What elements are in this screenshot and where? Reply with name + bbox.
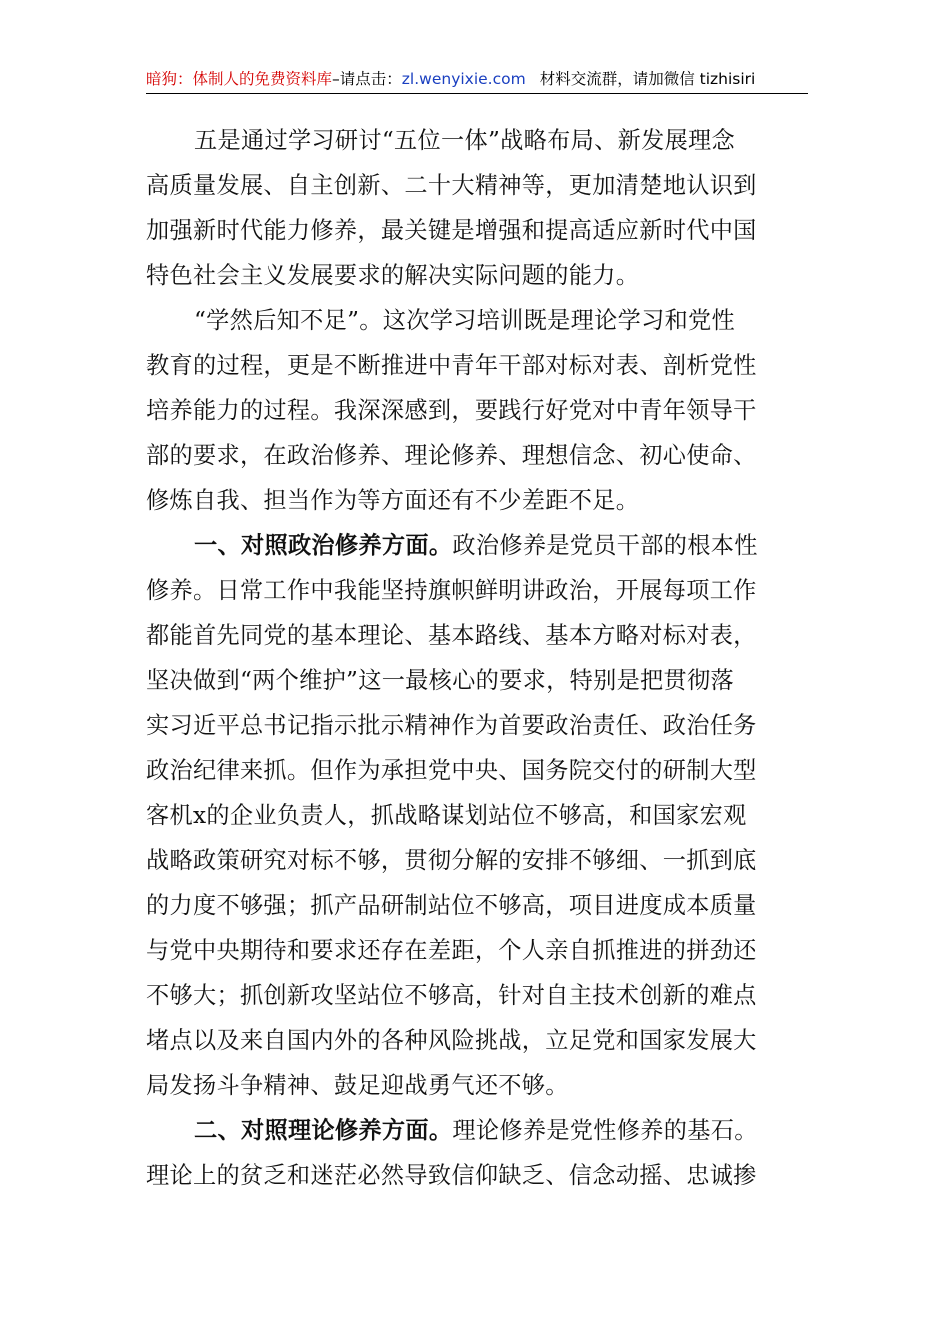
text-line: 培养能力的过程。我深深感到，要践行好党对中青年领导干 xyxy=(146,397,757,424)
paragraph-1 xyxy=(146,118,808,298)
click-prompt: –请点击： xyxy=(332,70,402,88)
text-line: 教育的过程，更是不断推进中青年干部对标对表、剖析党性 xyxy=(146,352,757,379)
document-body xyxy=(146,118,808,1198)
text-line: 战略政策研究对标不够，贯彻分解的安排不够细、一抓到底 xyxy=(146,847,757,874)
text-line: 部的要求，在政治修养、理论修养、理想信念、初心使命、 xyxy=(146,442,757,469)
text-run: 政治修养是党员干部的根本性 xyxy=(452,532,758,559)
page-header xyxy=(146,68,808,94)
group-note: 材料交流群，请加微信 tizhisiri xyxy=(539,70,756,88)
text-line: 特色社会主义发展要求的解决实际问题的能力。 xyxy=(146,262,640,289)
text-line: 理论上的贫乏和迷茫必然导致信仰缺乏、信念动摇、忠诚掺 xyxy=(146,1162,757,1189)
paragraph-4 xyxy=(146,1108,808,1198)
text-line: “学然后知不足”。这次学习培训既是理论学习和党性 xyxy=(194,307,736,334)
text-line xyxy=(146,523,808,568)
text-line: 都能首先同党的基本理论、基本路线、基本方略对标对表， xyxy=(146,622,757,649)
site-name: 暗狗：体制人的免费资料库 xyxy=(146,70,333,88)
text-line: 不够大；抓创新攻坚站位不够高，针对自主技术创新的难点 xyxy=(146,982,757,1009)
text-line: 修炼自我、担当作为等方面还有不少差距不足。 xyxy=(146,487,640,514)
text-line: 政治纪律来抓。但作为承担党中央、国务院交付的研制大型 xyxy=(146,757,757,784)
text-line: 高质量发展、自主创新、二十大精神等，更加清楚地认识到 xyxy=(146,172,757,199)
text-line: 修养。日常工作中我能坚持旗帜鲜明讲政治，开展每项工作 xyxy=(146,577,757,604)
section-heading-political: 一、对照政治修养方面。 xyxy=(194,532,453,559)
text-line: 坚决做到“两个维护”这一最核心的要求，特别是把贯彻落 xyxy=(146,667,735,694)
text-line: 五是通过学习研讨“五位一体”战略布局、新发展理念 xyxy=(194,127,736,154)
text-run: 理论修养是党性修养的基石。 xyxy=(452,1117,758,1144)
text-line: 局发扬斗争精神、鼓足迎战勇气还不够。 xyxy=(146,1072,569,1099)
paragraph-3 xyxy=(146,523,808,1108)
text-line xyxy=(146,1108,808,1153)
text-line: 的力度不够强；抓产品研制站位不够高，项目进度成本质量 xyxy=(146,892,757,919)
text-line: 实习近平总书记指示批示精神作为首要政治责任、政治任务 xyxy=(146,712,757,739)
text-line: 加强新时代能力修养，最关键是增强和提高适应新时代中国 xyxy=(146,217,757,244)
text-line: 堵点以及来自国内外的各种风险挑战，立足党和国家发展大 xyxy=(146,1027,757,1054)
text-line: 与党中央期待和要求还存在差距，个人亲自抓推进的拼劲还 xyxy=(146,937,757,964)
section-heading-theory: 二、对照理论修养方面。 xyxy=(194,1117,453,1144)
text-line: 客机x的企业负责人，抓战略谋划站位不够高，和国家宏观 xyxy=(146,802,747,829)
paragraph-2 xyxy=(146,298,808,523)
site-link[interactable]: zl.wenyixie.com xyxy=(401,70,526,88)
